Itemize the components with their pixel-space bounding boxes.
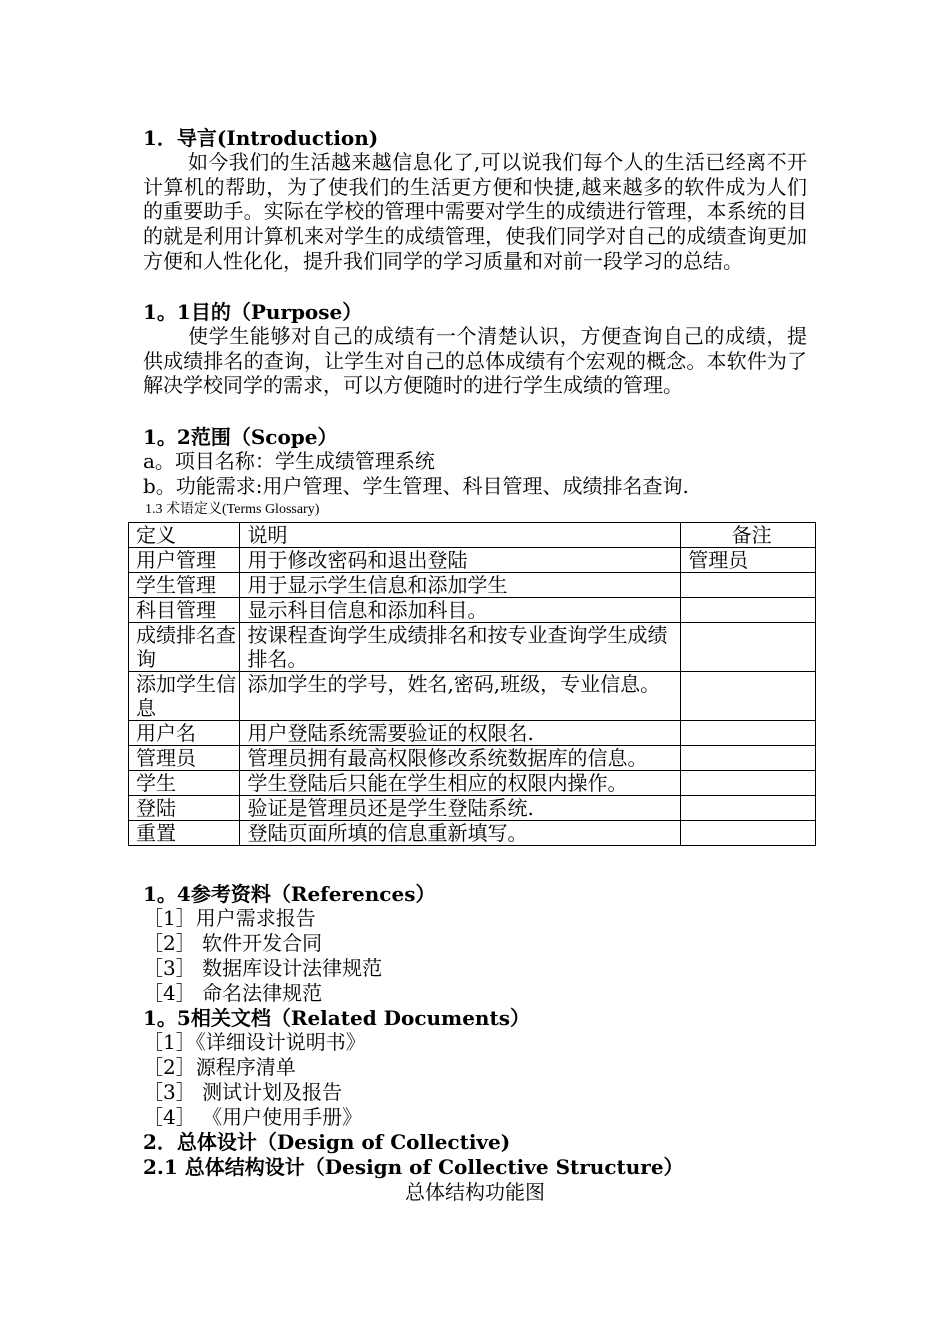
header-cell-remark: 备注 — [681, 523, 816, 548]
term-cell: 学生管理 — [129, 573, 240, 598]
reference-item: ［1］用户需求报告 — [143, 906, 316, 930]
description-cell: 用于修改密码和退出登陆 — [240, 548, 681, 573]
related-doc-item: ［3］ 测试计划及报告 — [143, 1080, 343, 1104]
table-row — [129, 672, 816, 721]
remark-cell — [681, 746, 816, 771]
table-row — [129, 598, 816, 623]
remark-cell — [681, 821, 816, 846]
description-cell: 用于显示学生信息和添加学生 — [240, 573, 681, 598]
related-doc-item: ［4］ 《用户使用手册》 — [143, 1105, 363, 1129]
table-row — [129, 771, 816, 796]
intro-paragraph: 如今我们的生活越来越信息化了,可以说我们每个人的生活已经离不开计算机的帮助，为了使我们的生活更方便和快捷,越来越多的软件成为人们的重要助手。实际在学校的管理中需要对学生的成绩进行管理，本系统的目的就是利用计算机来对学生的成绩管理，使我们同学对自己的成绩查询更加方便和人性化化，提升我们同学的学习质量和对前一段学习的总结。 — [143, 150, 807, 273]
header-cell-definition: 定义 — [129, 523, 240, 548]
term-cell: 用户管理 — [129, 548, 240, 573]
reference-item: ［4］ 命名法律规范 — [143, 981, 323, 1005]
reference-item: ［2］ 软件开发合同 — [143, 931, 323, 955]
reference-item: ［3］ 数据库设计法律规范 — [143, 956, 383, 980]
related-doc-item: ［2］源程序清单 — [143, 1055, 296, 1079]
glossary-table — [128, 522, 816, 846]
remark-cell — [681, 623, 816, 672]
related-doc-item: ［1］《详细设计说明书》 — [143, 1030, 366, 1054]
description-cell: 按课程查询学生成绩排名和按专业查询学生成绩排名。 — [240, 623, 681, 672]
related-docs-heading: 1。5相关文档（Related Documents） — [143, 1006, 530, 1030]
term-cell: 登陆 — [129, 796, 240, 821]
description-cell: 用户登陆系统需要验证的权限名. — [240, 721, 681, 746]
table-row — [129, 821, 816, 846]
structure-heading: 2.1 总体结构设计（Design of Collective Structure） — [143, 1155, 684, 1179]
term-cell: 用户名 — [129, 721, 240, 746]
term-cell: 重置 — [129, 821, 240, 846]
table-row — [129, 548, 816, 573]
description-cell: 显示科目信息和添加科目。 — [240, 598, 681, 623]
remark-cell — [681, 796, 816, 821]
description-cell: 登陆页面所填的信息重新填写。 — [240, 821, 681, 846]
table-header-row — [129, 523, 816, 548]
table-row — [129, 721, 816, 746]
header-cell-description: 说明 — [240, 523, 681, 548]
remark-cell — [681, 672, 816, 721]
design-heading: 2．总体设计（Design of Collective) — [143, 1130, 511, 1154]
description-cell: 管理员拥有最高权限修改系统数据库的信息。 — [240, 746, 681, 771]
table-row — [129, 796, 816, 821]
term-cell: 学生 — [129, 771, 240, 796]
intro-heading: 1．导言(Introduction) — [143, 126, 379, 150]
scope-item-a: a。项目名称：学生成绩管理系统 — [143, 449, 435, 473]
table-row — [129, 746, 816, 771]
remark-cell — [681, 771, 816, 796]
scope-item-b: b。功能需求:用户管理、学生管理、科目管理、成绩排名查询. — [143, 474, 689, 498]
remark-cell — [681, 598, 816, 623]
term-cell: 科目管理 — [129, 598, 240, 623]
term-cell: 管理员 — [129, 746, 240, 771]
description-cell: 验证是管理员还是学生登陆系统. — [240, 796, 681, 821]
references-heading: 1。4参考资料（References） — [143, 882, 436, 906]
purpose-paragraph: 使学生能够对自己的成绩有一个清楚认识，方便查询自己的成绩，提供成绩排名的查询，让学生对自己的总体成绩有个宏观的概念。本软件为了解决学校同学的需求，可以方便随时的进行学生成绩的管理。 — [143, 324, 807, 398]
remark-cell — [681, 721, 816, 746]
term-cell: 成绩排名查询 — [129, 623, 240, 672]
table-row — [129, 573, 816, 598]
scope-heading: 1。2范围（Scope） — [143, 425, 338, 449]
purpose-heading: 1。1目的（Purpose） — [143, 300, 363, 324]
remark-cell — [681, 573, 816, 598]
figure-caption: 总体结构功能图 — [405, 1180, 545, 1204]
description-cell: 添加学生的学号，姓名,密码,班级，专业信息。 — [240, 672, 681, 721]
description-cell: 学生登陆后只能在学生相应的权限内操作。 — [240, 771, 681, 796]
table-row — [129, 623, 816, 672]
glossary-heading: 1.3 术语定义(Terms Glossary) — [145, 502, 320, 517]
term-cell: 添加学生信息 — [129, 672, 240, 721]
remark-cell: 管理员 — [681, 548, 816, 573]
